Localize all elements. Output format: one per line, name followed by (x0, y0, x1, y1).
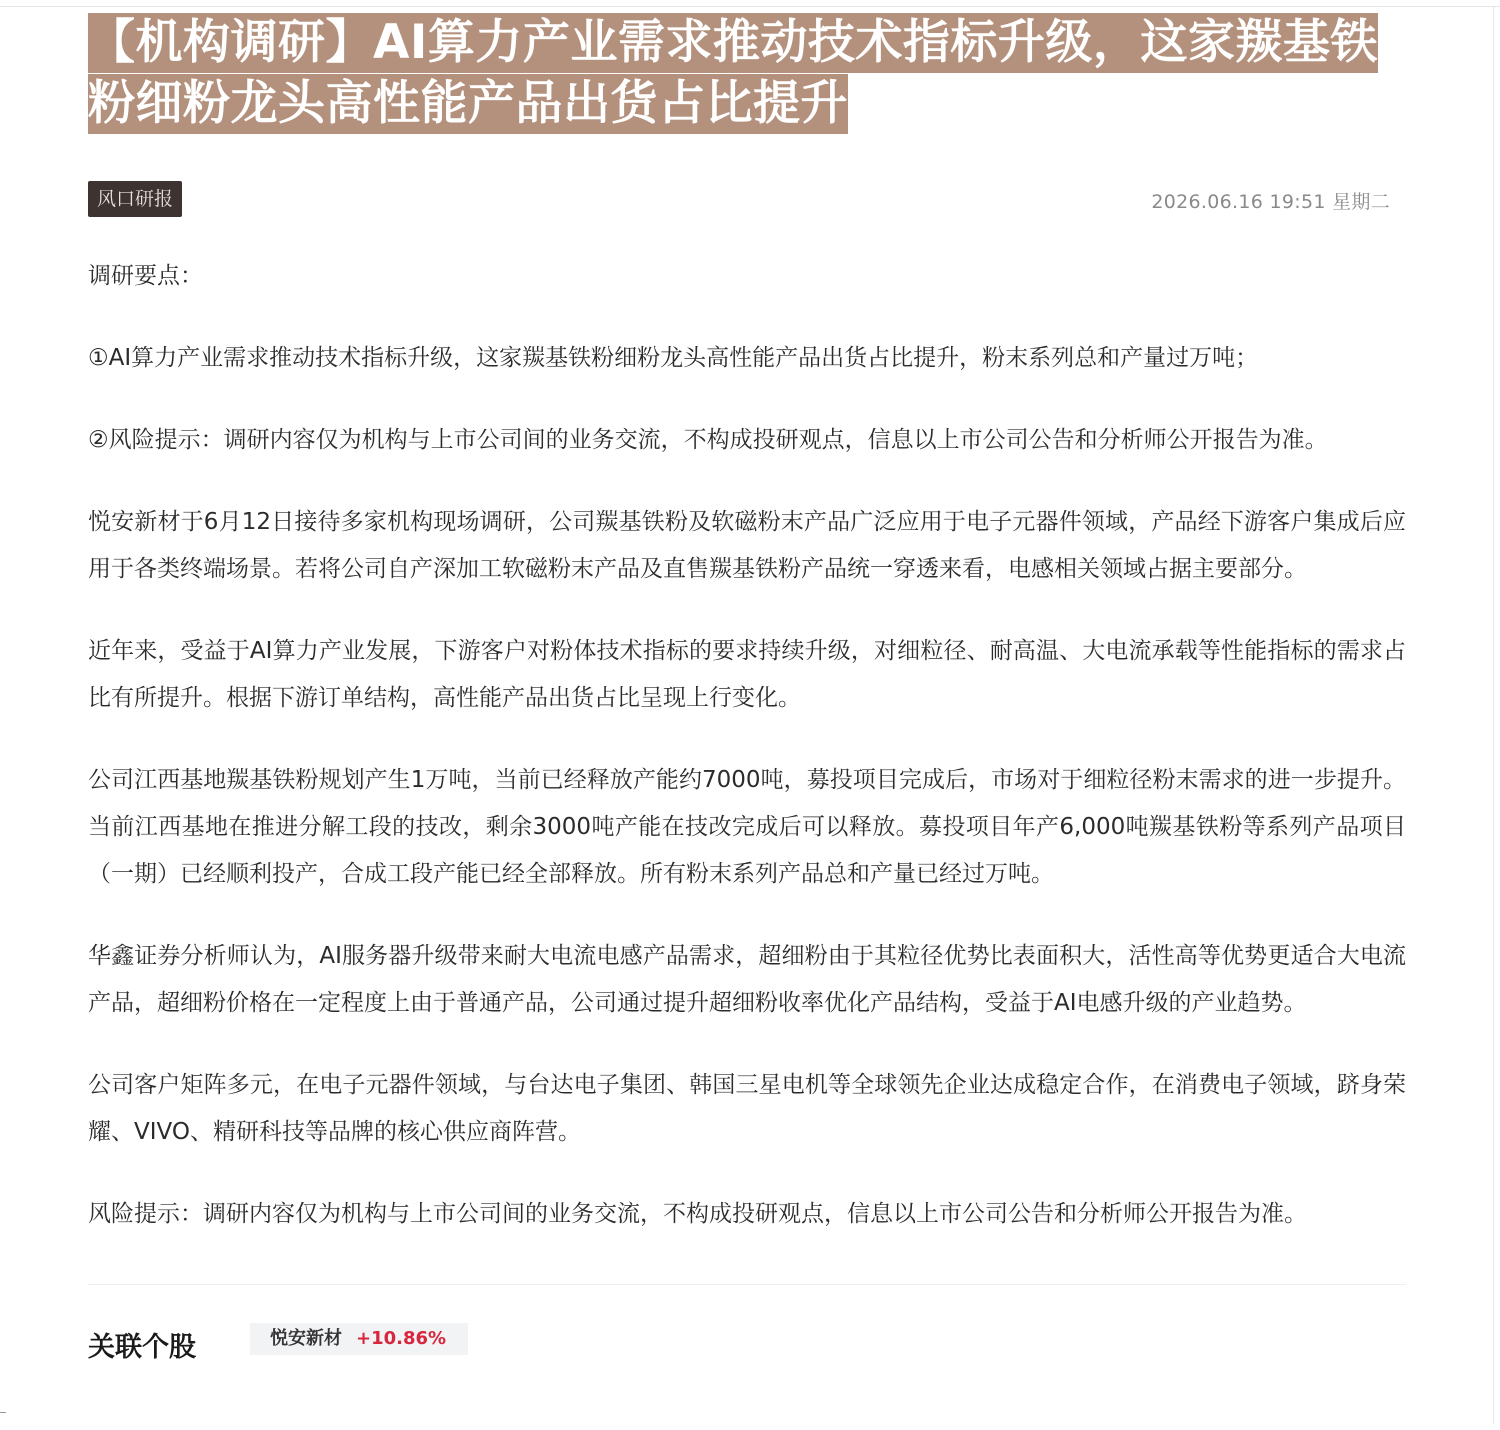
section-divider (88, 1284, 1406, 1285)
source-tag[interactable]: 风口研报 (88, 181, 182, 217)
article-title-text: 【机构调研】AI算力产业需求推动技术指标升级，这家羰基铁粉细粉龙头高性能产品出货占比提升 (88, 13, 1378, 134)
paragraph-ai-demand: 近年来，受益于AI算力产业发展，下游客户对粉体技术指标的要求持续升级，对细粒径、耐高温、大电流承载等性能指标的需求占比有所提升。根据下游订单结构，高性能产品出货占比呈现上行变化。 (88, 638, 1406, 711)
page-top-border (0, 6, 1500, 7)
article-meta (88, 181, 1406, 217)
paragraph-key-points-heading: 调研要点： (88, 263, 203, 289)
related-stocks (88, 1323, 1406, 1367)
paragraph-analyst-view: 华鑫证券分析师认为，AI服务器升级带来耐大电流电感产品需求，超细粉由于其粒径优势比表面积大，活性高等优势更适合大电流产品，超细粉价格在一定程度上由于普通产品，公司通过提升超细粉收率优化产品结构，受益于AI电感升级的产业趋势。 (88, 943, 1406, 1016)
publish-datetime: 2026.06.16 19:51 星期二 (1151, 191, 1390, 213)
paragraph-key-point-1: ①AI算力产业需求推动技术指标升级，这家羰基铁粉细粉龙头高性能产品出货占比提升，粉末系列总和产量过万吨； (88, 345, 1259, 371)
stock-change: +10.86% (356, 1328, 447, 1349)
article-body (88, 253, 1406, 1238)
corner-mark (0, 1412, 6, 1413)
page-right-border (1493, 6, 1494, 1424)
article (88, 12, 1406, 1367)
paragraph-key-point-2: ②风险提示：调研内容仅为机构与上市公司间的业务交流，不构成投研观点，信息以上市公司公告和分析师公开报告为准。 (88, 427, 1328, 453)
related-stocks-title: 关联个股 (88, 1332, 196, 1363)
paragraph-customers: 公司客户矩阵多元，在电子元器件领域，与台达电子集团、韩国三星电机等全球领先企业达成稳定合作，在消费电子领域，跻身荣耀、VIVO、精研科技等品牌的核心供应商阵营。 (88, 1072, 1406, 1145)
paragraph-survey-overview: 悦安新材于6月12日接待多家机构现场调研，公司羰基铁粉及软磁粉末产品广泛应用于电子元器件领域，产品经下游客户集成后应用于各类终端场景。若将公司自产深加工软磁粉末产品及直售羰基铁粉产品统一穿透来看，电感相关领域占据主要部分。 (88, 509, 1406, 582)
stock-name: 悦安新材 (270, 1328, 342, 1349)
paragraph-capacity: 公司江西基地羰基铁粉规划产生1万吨，当前已经释放产能约7000吨，募投项目完成后，市场对于细粒径粉末需求的进一步提升。当前江西基地在推进分解工段的技改，剩余3000吨产能在技改完成后可以释放。募投项目年产6,000吨羰基铁粉等系列产品项目（一期）已经顺利投产，合成工段产能已经全部释放。所有粉末系列产品总和产量已经过万吨。 (88, 767, 1406, 887)
stock-chip[interactable] (250, 1323, 468, 1355)
article-title (88, 12, 1406, 134)
paragraph-risk-notice: 风险提示：调研内容仅为机构与上市公司间的业务交流，不构成投研观点，信息以上市公司公告和分析师公开报告为准。 (88, 1201, 1307, 1227)
